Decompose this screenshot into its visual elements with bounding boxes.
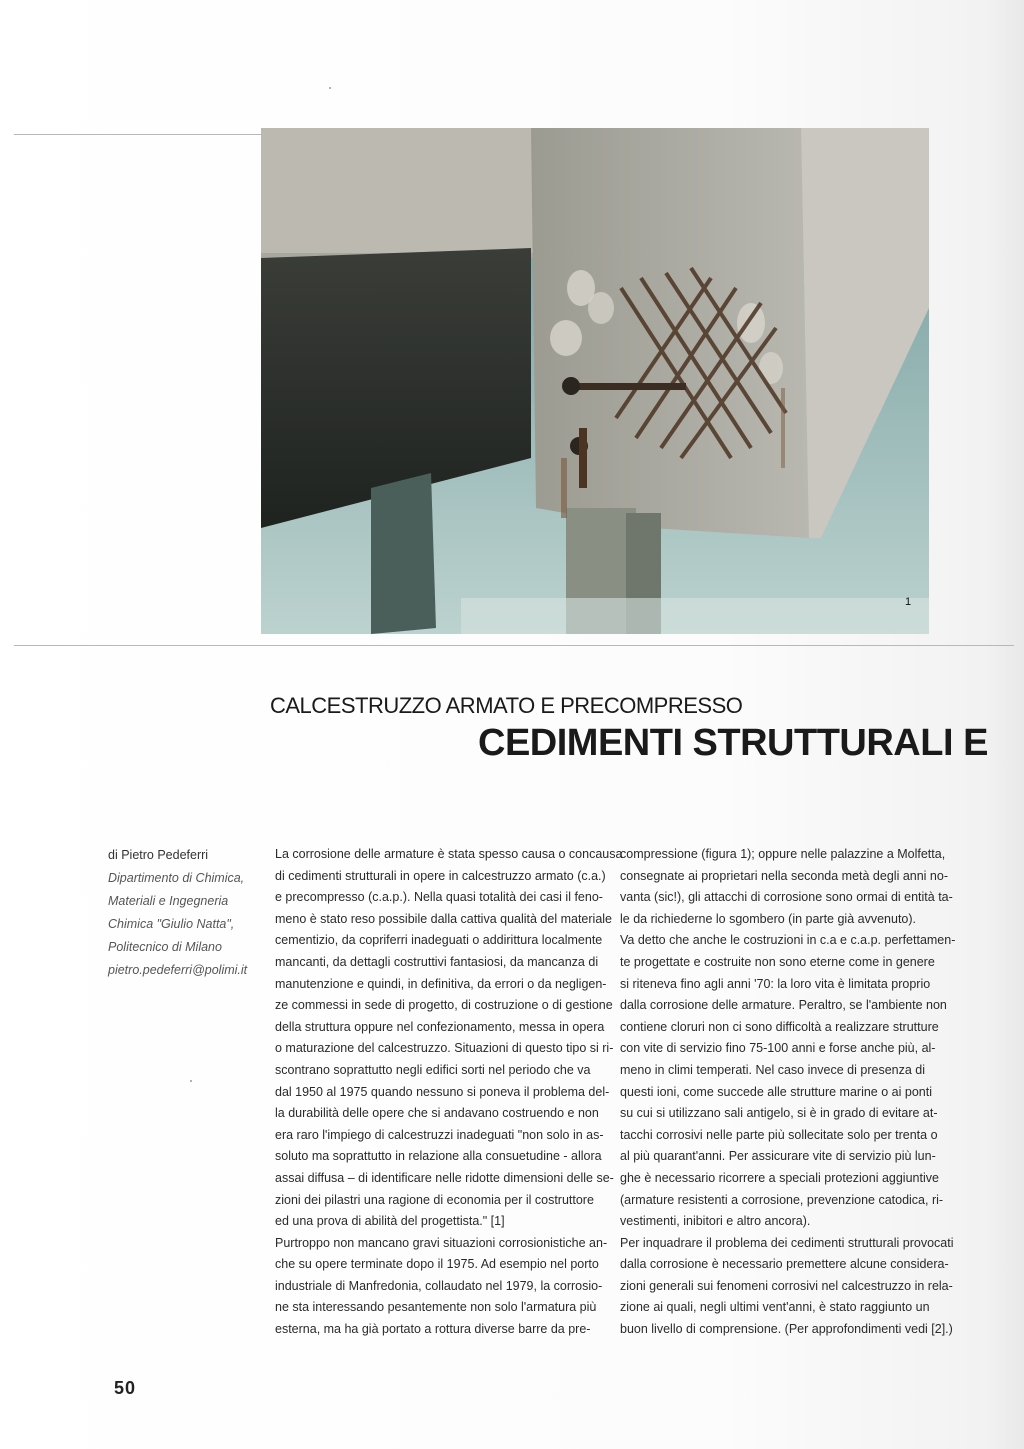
text-line: Purtroppo non mancano gravi situazioni corrosionistiche an- (275, 1235, 608, 1250)
text-line: mancanti, da dettagli costruttivi fantasiosi, da mancanza di (275, 954, 599, 969)
text-line: cementizio, da copriferri inadeguati o addirittura localmente (275, 933, 603, 948)
text-line: ghe è necessario ricorrere a speciali protezioni aggiuntive (620, 1170, 939, 1185)
author-byline (108, 844, 268, 982)
text-line: questi ioni, come succede alle strutture marine o ai ponti (620, 1084, 932, 1099)
text-line: era raro l'impiego di calcestruzzi inadeguati "non solo in as- (275, 1127, 604, 1142)
figure-photo (261, 128, 929, 634)
text-line: ne sta interessando pesantemente non solo l'armatura più (275, 1300, 597, 1315)
text-line: industriale di Manfredonia, collaudato nel 1979, la corrosio- (275, 1278, 603, 1293)
corroded-pier-illustration (261, 128, 929, 634)
text-line: che su opere terminate dopo il 1975. Ad esempio nel porto (275, 1257, 599, 1272)
bottom-rule (14, 645, 1014, 646)
text-line: te progettate e costruite non sono eterne come in genere (620, 954, 935, 969)
text-line: ze commessi in sede di progetto, di costruzione o di gestione (275, 998, 613, 1013)
article-kicker: CALCESTRUZZO ARMATO E PRECOMPRESSO (270, 693, 743, 718)
text-line: vestimenti, inibitori e altro ancora). (620, 1214, 811, 1229)
text-line: contiene cloruri non ci sono difficoltà a realizzare strutture (620, 1019, 939, 1034)
text-line: La corrosione delle armature è stata spesso causa o concausa (275, 847, 623, 861)
text-line: dalla corrosione delle armature. Peraltro, se l'ambiente non (620, 998, 947, 1013)
text-line: della struttura oppure nel confezionamento, messa in opera (275, 1019, 605, 1034)
author-name: di Pietro Pedeferri (108, 848, 209, 862)
text-line: vanta (sic!), gli attacchi di corrosione sono ormai di entità ta- (620, 890, 953, 905)
text-line: meno in climi temperati. Nel caso invece di presenza di (620, 1062, 925, 1077)
text-line: ed una prova di abilità del progettista." [1] (275, 1214, 505, 1229)
text-line: compressione (figura 1); oppure nelle palazzine a Molfetta, (620, 847, 946, 861)
text-line: al più quarant'anni. Per assicurare vite di servizio più lun- (620, 1149, 936, 1164)
scan-speck (190, 1080, 192, 1082)
text-line: zione ai quali, negli ultimi vent'anni, è stato raggiunto un (620, 1300, 930, 1315)
text-line: Per inquadrare il problema dei cedimenti strutturali provocati (620, 1235, 954, 1250)
text-line: di cedimenti strutturali in opere in calcestruzzo armato (c.a.) (275, 868, 606, 883)
scan-speck (329, 87, 331, 89)
text-line: dal 1950 al 1975 quando nessuno si poneva il problema del- (275, 1084, 610, 1099)
text-line: manutenzione e quindi, in definitiva, da errori o da negligen- (275, 976, 607, 991)
text-line: zioni dei pilastri una ragione di economia per il costruttore (275, 1192, 594, 1207)
figure-number: 1 (905, 596, 912, 608)
top-rule (14, 134, 262, 135)
text-line: Va detto che anche le costruzioni in c.a e c.a.p. perfettamen- (620, 933, 956, 948)
text-line: la durabilità delle opere che si andavano costruendo e non (275, 1106, 599, 1121)
author-affiliation-line: Chimica "Giulio Natta", (108, 917, 235, 931)
body-column-1 (275, 844, 623, 1341)
text-line: (armature resistenti a corrosione, prevenzione catodica, ri- (620, 1192, 944, 1207)
text-line: dalla corrosione è necessario premettere alcune considera- (620, 1257, 949, 1272)
text-line: scontrano soprattutto negli edifici sorti nel periodo che va (275, 1062, 591, 1077)
text-line: e precompresso (c.a.p.). Nella quasi totalità dei casi il feno- (275, 890, 603, 905)
text-line: meno è stato reso possibile dalla cattiva qualità del materiale (275, 911, 612, 926)
text-line: consegnate ai proprietari nella seconda metà degli anni no- (620, 868, 948, 883)
text-line: esterna, ma ha già portato a rottura diverse barre da pre- (275, 1322, 591, 1337)
text-line: con vite di servizio fino 75-100 anni e forse anche più, al- (620, 1041, 936, 1056)
author-email: pietro.pedeferri@polimi.it (108, 963, 248, 977)
text-line: tacchi corrosivi nelle parte più sollecitate solo per trenta o (620, 1127, 938, 1142)
text-line: assai diffusa – di identificare nelle ridotte dimensioni delle se- (275, 1170, 614, 1185)
text-line: si riteneva fino agli anni '70: la loro vita è limitata proprio (620, 976, 931, 991)
author-affiliation-line: Materiali e Ingegneria (108, 894, 229, 908)
text-line: soluto ma soprattutto in relazione alla consuetudine - allora (275, 1149, 602, 1164)
author-affiliation-line: Politecnico di Milano (108, 940, 222, 954)
body-column-2 (620, 844, 955, 1341)
text-line: le da richiederne lo sgombero (in parte già avvenuto). (620, 911, 917, 926)
text-line: o maturazione del calcestruzzo. Situazioni di questo tipo si ri- (275, 1041, 614, 1056)
page-number: 50 (114, 1378, 137, 1398)
article-headline: CEDIMENTI STRUTTURALI E (478, 722, 988, 764)
text-line: buon livello di comprensione. (Per approfondimenti vedi [2].) (620, 1322, 953, 1337)
text-line: su cui si utilizzano sali antigelo, si è in grado di evitare at- (620, 1106, 938, 1121)
author-affiliation-line: Dipartimento di Chimica, (108, 871, 245, 885)
text-line: zioni generali sui fenomeni corrosivi nel calcestruzzo in rela- (620, 1278, 953, 1293)
